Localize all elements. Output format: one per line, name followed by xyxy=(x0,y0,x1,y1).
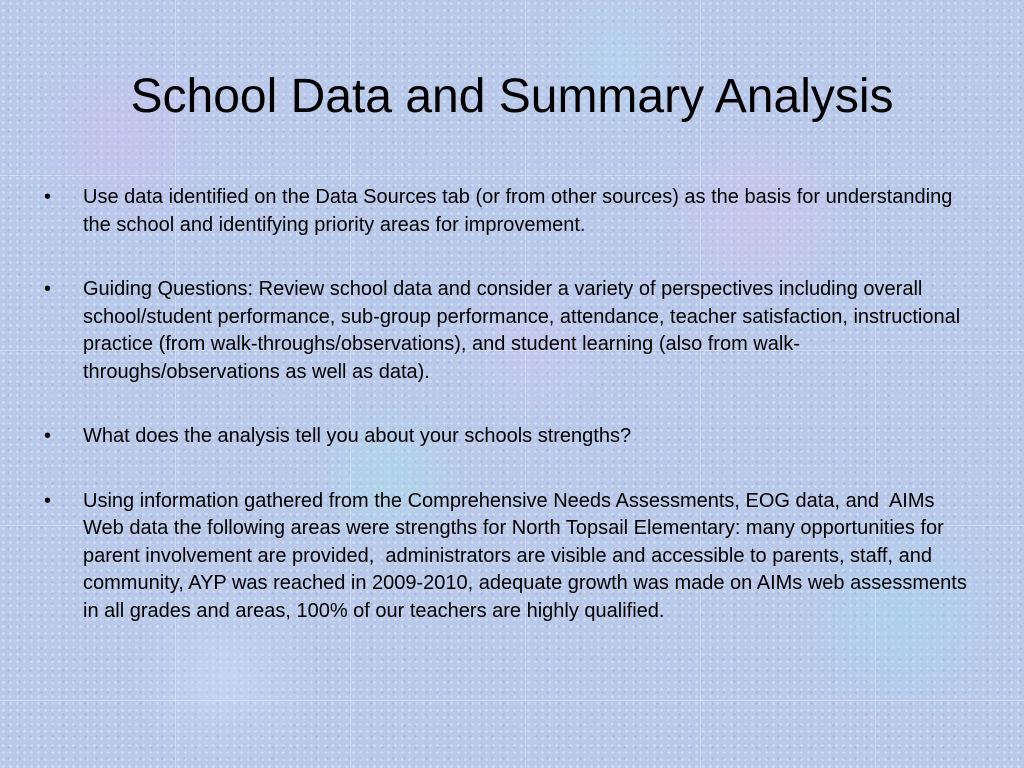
bullet-icon: • xyxy=(44,186,52,208)
bullet-text: What does the analysis tell you about your schools strengths? xyxy=(83,425,632,447)
background-seam xyxy=(0,700,1024,701)
bullet-item xyxy=(44,276,974,386)
bullet-icon: • xyxy=(44,425,52,447)
bullet-list xyxy=(44,184,974,662)
bullet-item xyxy=(44,184,974,239)
background-seam xyxy=(0,175,1024,176)
bullet-item xyxy=(44,423,974,451)
bullet-icon: • xyxy=(44,489,52,512)
bullet-text: Using information gathered from the Comprehensive Needs Assessments, EOG data, and AIMs Web data the following areas were strengths for North Topsail Elementary: many opportunities for parent involvement are provided, administrators are visible and accessible to parents, staff, and community, AYP was reached in 2009-2010, adequate growth was made on AIMs web assessments in all grades and areas, 100% of our teachers are highly qualified. xyxy=(83,489,973,622)
bullet-text: Guiding Questions: Review school data and consider a variety of perspectives including overall school/student performance, sub-group performance, attendance, teacher satisfaction, instructional practice (from walk-throughs/observations), and student learning (also from walk-throughs/observations as well as data). xyxy=(83,278,966,383)
bullet-icon: • xyxy=(44,278,52,300)
bullet-item xyxy=(44,488,974,626)
slide-title: School Data and Summary Analysis xyxy=(130,70,894,123)
bullet-text: Use data identified on the Data Sources tab (or from other sources) as the basis for understanding the school and identifying priority areas for improvement. xyxy=(83,186,958,236)
